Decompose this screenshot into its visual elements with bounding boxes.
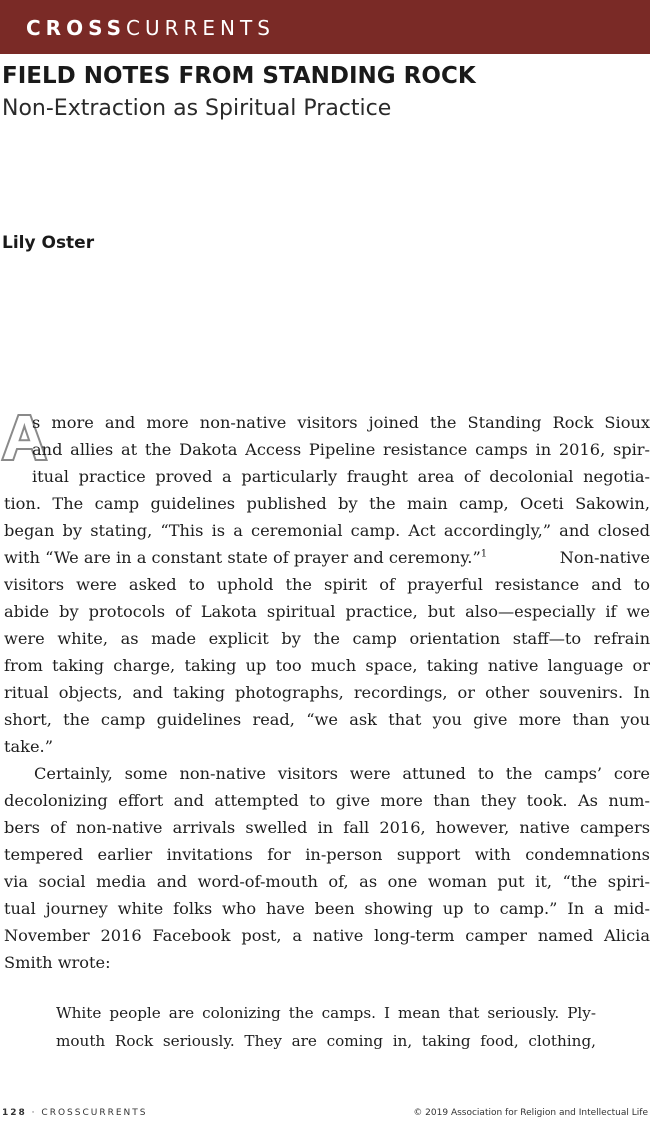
paragraph-line: bers of non-native arrivals swelled in fall 2016, however, native campers [4,818,650,837]
paragraph-line: s more and more non-native visitors joined the Standing Rock Sioux [32,413,650,432]
journal-name-light: CURRENTS [126,16,275,40]
copyright-notice: © 2019 Association for Religion and Intellectual Life [413,1108,648,1118]
paragraph-line: ritual objects, and taking photographs, recordings, or other souvenirs. In [4,683,650,702]
paragraph-line: short, the camp guidelines read, “we ask that you give more than you [4,710,650,729]
footnote-ref[interactable]: 1 [480,548,488,560]
paragraph-line: abide by protocols of Lakota spiritual practice, but also—especially if we [4,602,650,621]
journal-name-bold: CROSS [26,16,126,40]
page-footer [2,1106,648,1120]
quote-line: mouth Rock seriously. They are coming in, taking food, clothing, [56,1032,596,1050]
quote-line: White people are colonizing the camps. I mean that seriously. Ply- [56,1004,596,1022]
drop-cap: A [2,404,47,473]
paragraph-line: Smith wrote: [4,953,111,972]
paragraph-line: and allies at the Dakota Access Pipeline resistance camps in 2016, spir- [32,440,650,459]
paragraph-line-with-note [4,545,650,571]
footer-separator: · [31,1108,37,1118]
paragraph-line: November 2016 Facebook post, a native long-term camper named Alicia [4,926,650,945]
journal-name [26,16,275,40]
author-name: Lily Oster [2,233,95,253]
paragraph-line: itual practice proved a particularly fraught area of decolonial negotia- [32,467,650,486]
paragraph-line-text: with “We are in a constant state of prayer and ceremony.” [4,548,481,567]
paragraph-line: from taking charge, taking up too much space, taking native language or [4,656,650,675]
paragraph-line: via social media and word-of-mouth of, as one woman put it, “the spiri- [4,872,650,891]
footer-left [2,1106,147,1120]
paragraph-line: tempered earlier invitations for in-person support with condemnations [4,845,650,864]
article-title: FIELD NOTES FROM STANDING ROCK [2,63,476,89]
paragraph-line: Certainly, some non-native visitors were attuned to the camps’ core [34,764,650,783]
paragraph-line: tual journey white folks who have been showing up to camp.” In a mid- [4,899,650,918]
paragraph-line-tail: Non-native [559,548,650,567]
paragraph-line: visitors were asked to uphold the spirit of prayerful resistance and to [4,575,650,594]
article-subtitle: Non-Extraction as Spiritual Practice [2,96,392,121]
paragraph-line: decolonizing effort and attempted to give more than they took. As num- [4,791,650,810]
paragraph-line: were white, as made explicit by the camp orientation staff—to refrain [4,629,650,648]
paragraph-line: tion. The camp guidelines published by the main camp, Oceti Sakowin, [4,494,650,513]
paragraph-line: take.” [4,737,53,756]
journal-banner [0,0,650,54]
paragraph-line-head [4,545,487,571]
paragraph-line: began by stating, “This is a ceremonial camp. Act accordingly,” and closed [4,521,650,540]
page-number: 128 [2,1108,27,1118]
footer-journal: CROSSCURRENTS [41,1108,148,1118]
